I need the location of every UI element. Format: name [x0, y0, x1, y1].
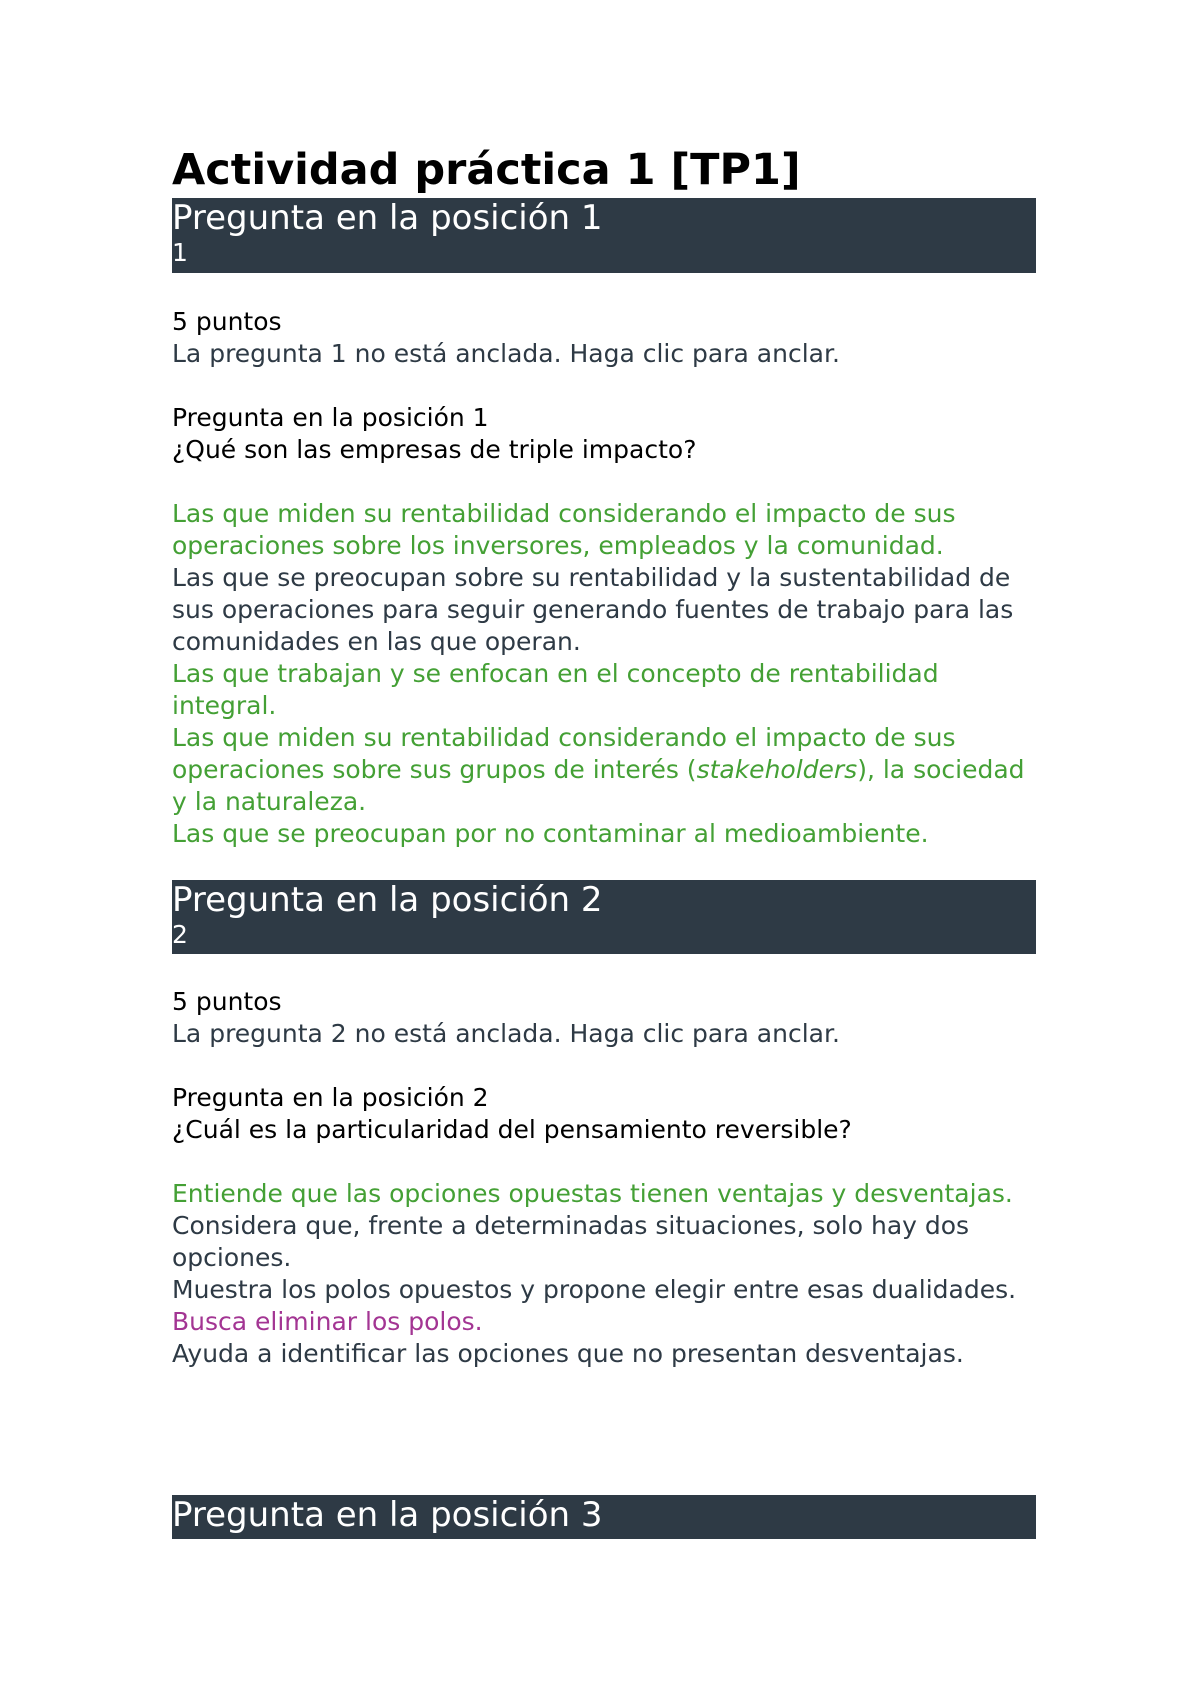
- question-2-body: [172, 986, 1036, 1370]
- question-2-option-1[interactable]: Entiende que las opciones opuestas tienen ventajas y desventajas.: [172, 1179, 1013, 1208]
- question-2-anchor-link[interactable]: La pregunta 2 no está anclada. Haga clic para anclar.: [172, 1019, 840, 1048]
- question-2-option-3[interactable]: Muestra los polos opuestos y propone elegir entre esas dualidades.: [172, 1275, 1017, 1304]
- question-3-header-title: Pregunta en la posición 3: [172, 1495, 603, 1535]
- question-1-body: [172, 306, 1036, 850]
- question-1-header-number: 1: [172, 238, 188, 267]
- question-1-option-4-text-after: ), la sociedad y la naturaleza.: [172, 755, 1025, 816]
- question-2-header-number: 2: [172, 920, 188, 949]
- question-1-points: 5 puntos: [172, 307, 282, 336]
- question-2-header-title: Pregunta en la posición 2: [172, 880, 603, 920]
- question-1-option-3[interactable]: Las que trabajan y se enfocan en el concepto de rentabilidad integral.: [172, 659, 939, 720]
- question-1-option-4[interactable]: [172, 722, 1036, 818]
- question-2-text: ¿Cuál es la particularidad del pensamiento reversible?: [172, 1115, 852, 1144]
- question-1-anchor-link[interactable]: La pregunta 1 no está anclada. Haga clic para anclar.: [172, 339, 840, 368]
- question-1-option-5[interactable]: Las que se preocupan por no contaminar al medioambiente.: [172, 819, 929, 848]
- question-1-option-4-italic: stakeholders: [696, 755, 858, 784]
- question-2-option-2[interactable]: Considera que, frente a determinadas situaciones, solo hay dos opciones.: [172, 1211, 970, 1272]
- question-1-option-4-text-before: Las que miden su rentabilidad considerando el impacto de sus operaciones sobre sus grupos de interés (: [172, 723, 956, 784]
- question-1-text: ¿Qué son las empresas de triple impacto?: [172, 435, 697, 464]
- question-2-points: 5 puntos: [172, 987, 282, 1016]
- question-2-option-4[interactable]: Busca eliminar los polos.: [172, 1307, 483, 1336]
- question-2-option-5[interactable]: Ayuda a identificar las opciones que no presentan desventajas.: [172, 1339, 964, 1368]
- question-1-header-title: Pregunta en la posición 1: [172, 198, 603, 238]
- question-2-header: [172, 880, 1036, 954]
- question-1-option-2[interactable]: Las que se preocupan sobre su rentabilidad y la sustentabilidad de sus operaciones para seguir generando fuentes de trabajo para las comunidades en las que operan.: [172, 563, 1014, 656]
- question-3-header: [172, 1495, 1036, 1539]
- document-title: Actividad práctica 1 [TP1]: [172, 145, 801, 195]
- question-2-position-label: Pregunta en la posición 2: [172, 1083, 489, 1112]
- question-1-option-1[interactable]: Las que miden su rentabilidad considerando el impacto de sus operaciones sobre los inversores, empleados y la comunidad.: [172, 499, 956, 560]
- question-1-header: [172, 198, 1036, 273]
- question-1-position-label: Pregunta en la posición 1: [172, 403, 489, 432]
